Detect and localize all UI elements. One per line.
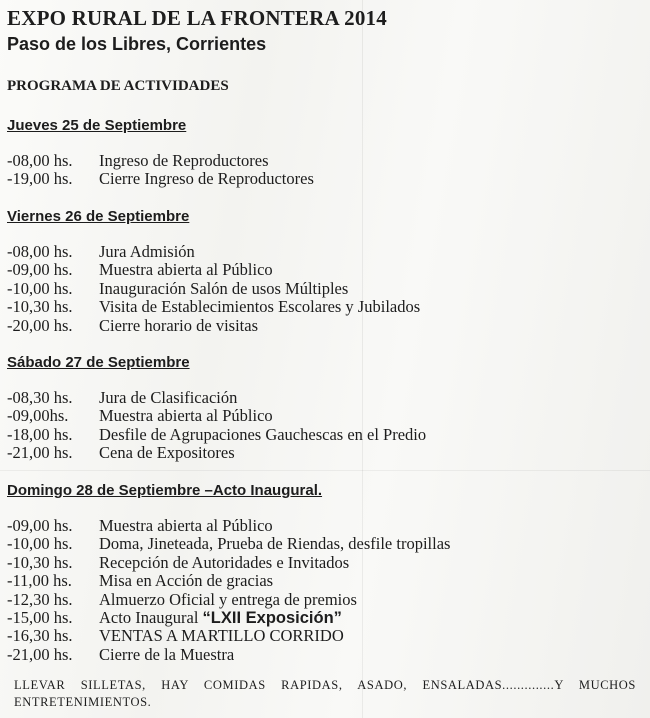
item-time: -15,00 hs.: [7, 607, 73, 627]
item-time: -09,00 hs.: [7, 516, 73, 535]
item-time: -10,30 hs.: [7, 552, 73, 572]
schedule-item: [7, 280, 420, 298]
schedule-item: [7, 317, 420, 335]
schedule-item: [7, 426, 426, 444]
paper-fold: [0, 470, 650, 471]
item-activity: Ingreso de Reproductores: [99, 151, 269, 170]
item-activity: Inauguración Salón de usos Múltiples: [99, 278, 349, 298]
item-activity: Jura de Clasificación: [99, 388, 238, 407]
item-activity: Visita de Establecimientos Escolares y Jubilados: [99, 297, 421, 317]
schedule-item: [7, 298, 420, 316]
day-heading-sabado: Sábado 27 de Septiembre: [7, 354, 190, 371]
schedule-list-sabado: [7, 389, 426, 463]
day-heading-jueves: Jueves 25 de Septiembre: [7, 117, 187, 134]
document-subtitle: Paso de los Libres, Corrientes: [7, 34, 267, 54]
item-activity: Cierre Ingreso de Reproductores: [99, 169, 314, 189]
item-activity: VENTAS A MARTILLO CORRIDO: [99, 626, 344, 646]
item-time: -10,30 hs.: [7, 297, 73, 317]
item-activity: Misa en Acción de gracias: [99, 571, 274, 591]
schedule-item: [7, 591, 450, 609]
item-time: -21,00 hs.: [7, 443, 73, 463]
item-time: -20,00 hs.: [7, 315, 73, 335]
item-time: -09,00hs.: [7, 406, 69, 426]
item-activity: Acto Inaugural: [99, 607, 199, 627]
schedule-list-jueves: [7, 152, 314, 189]
day-heading-viernes: Viernes 26 de Septiembre: [7, 208, 190, 225]
schedule-item: [7, 152, 314, 170]
item-time: -21,00 hs.: [7, 644, 73, 664]
item-activity: Cierre horario de visitas: [99, 315, 258, 335]
schedule-item: [7, 243, 420, 261]
item-activity: Doma, Jineteada, Prueba de Riendas, desfile tropillas: [99, 534, 451, 554]
item-activity: Jura Admisión: [99, 242, 195, 261]
document-title: EXPO RURAL DE LA FRONTERA 2014: [7, 6, 387, 30]
day-heading-domingo: Domingo 28 de Septiembre –Acto Inaugural.: [7, 482, 323, 499]
footer-note: LLEVAR SILLETAS, HAY COMIDAS RAPIDAS, ASADO, ENSALADAS..............Y MUCHOS ENTRETENIMIENTOS.: [14, 678, 636, 709]
schedule-item: [7, 444, 426, 462]
item-time: -12,30 hs.: [7, 589, 73, 609]
schedule-item: [7, 389, 426, 407]
item-activity: Desfile de Agrupaciones Gauchescas en el Predio: [99, 424, 427, 444]
schedule-item: [7, 261, 420, 279]
item-activity: Cierre de la Muestra: [99, 644, 235, 664]
item-time: -09,00 hs.: [7, 260, 73, 280]
schedule-list-domingo: [7, 517, 450, 664]
item-activity: Muestra abierta al Público: [99, 406, 273, 426]
item-time: -08,00 hs.: [7, 151, 73, 170]
item-activity: Almuerzo Oficial y entrega de premios: [99, 589, 357, 609]
schedule-item: [7, 646, 450, 664]
schedule-item: [7, 517, 450, 535]
item-highlight: “LXII Exposición”: [202, 608, 342, 627]
schedule-item: [7, 609, 450, 627]
schedule-item: [7, 407, 426, 425]
schedule-item: [7, 627, 450, 645]
item-time: -10,00 hs.: [7, 278, 73, 298]
item-activity: Muestra abierta al Público: [99, 260, 273, 280]
item-activity: Cena de Expositores: [99, 443, 235, 463]
schedule-item: [7, 170, 314, 188]
schedule-item: [7, 554, 450, 572]
item-time: -16,30 hs.: [7, 626, 73, 646]
schedule-item: [7, 535, 450, 553]
schedule-list-viernes: [7, 243, 420, 335]
program-heading: PROGRAMA DE ACTIVIDADES: [7, 78, 229, 94]
item-time: -08,30 hs.: [7, 388, 73, 407]
item-time: -08,00 hs.: [7, 242, 73, 261]
item-time: -19,00 hs.: [7, 169, 73, 189]
item-time: -18,00 hs.: [7, 424, 73, 444]
item-activity: Recepción de Autoridades e Invitados: [99, 552, 350, 572]
item-time: -11,00 hs.: [7, 571, 72, 591]
item-time: -10,00 hs.: [7, 534, 73, 554]
schedule-item: [7, 572, 450, 590]
item-activity: Muestra abierta al Público: [99, 516, 273, 535]
